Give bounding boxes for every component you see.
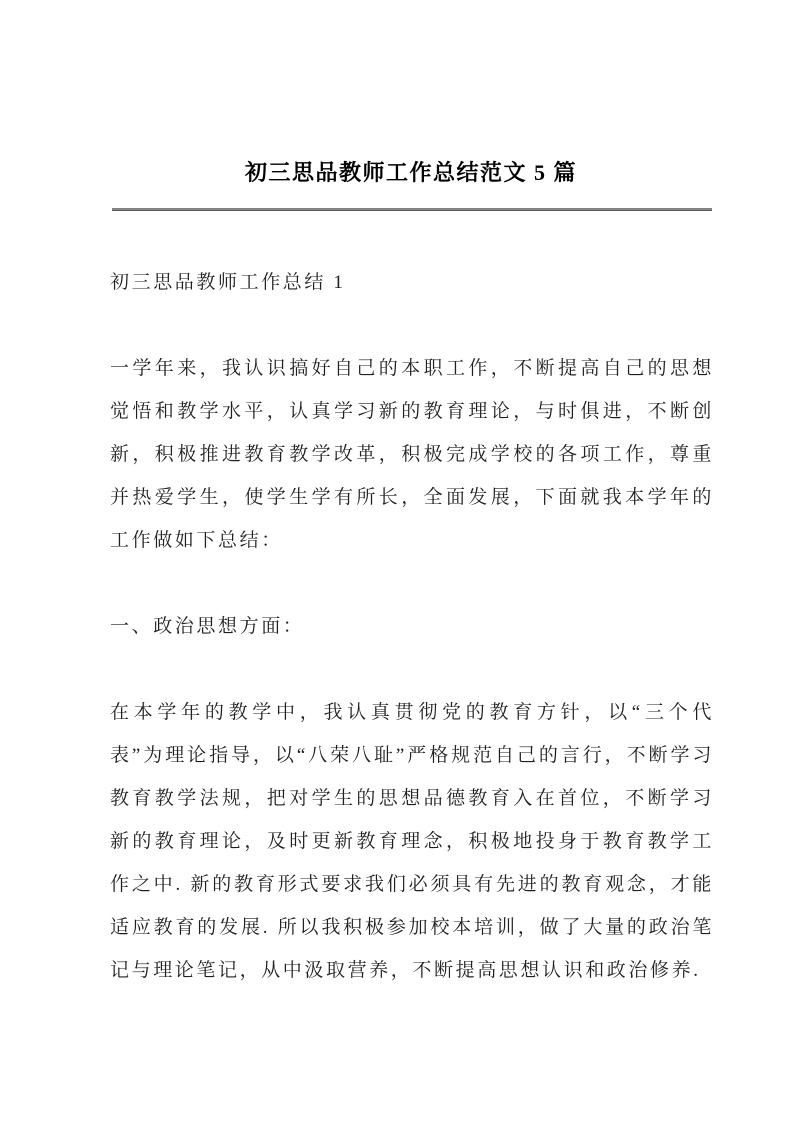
paragraph-political-thought: 在本学年的教学中，我认真贯彻党的教育方针，以“三个代表”为理论指导，以“八荣八耻”严格规范自己的言行，不断学习教育教学法规，把对学生的思想品德教育入在首位，不断学习新的教育理论，及时更新教育理念，积极地投身于教育教学工作之中. 新的教育形式要求我们必须具有先进的教育观念，才能适应教育的发展. 所以我积极参加校本培训，做了大量的政治笔记与理论笔记，从中汲取营养，不断提高思想认识和政治修养.: [110, 702, 714, 981]
document-body: [110, 261, 714, 992]
paragraph-intro: 一学年来，我认识搞好自己的本职工作，不断提高自己的思想觉悟和教学水平，认真学习新的教育理论，与时俱进，不断创新，积极推进教育教学改革，积极完成学校的各项工作，尊重并热爱学生，使学生学有所长，全面发展，下面就我本学年的工作做如下总结：: [110, 358, 714, 551]
document-title: 初三思品教师工作总结范文 5 篇: [244, 160, 577, 185]
title-divider: [112, 208, 712, 211]
section-subtitle: 初三思品教师工作总结 1: [110, 272, 346, 293]
section-heading-political-thought: 一、政治思想方面：: [110, 616, 305, 637]
